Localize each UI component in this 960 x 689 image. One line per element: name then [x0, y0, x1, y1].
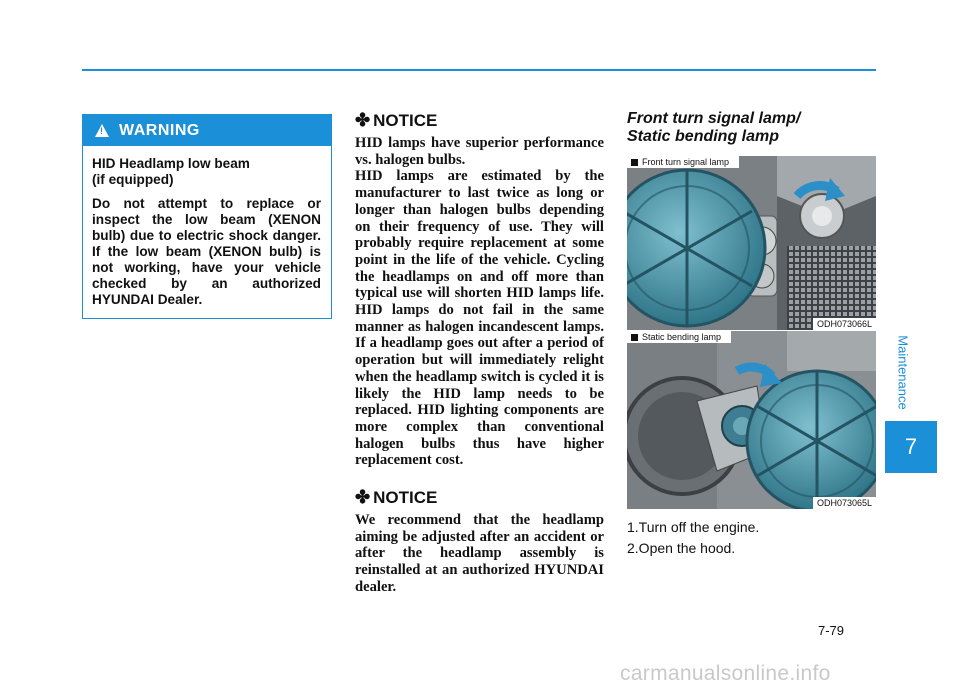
steps-list: [627, 517, 876, 559]
warning-box: [82, 114, 332, 319]
notice-title-2: NOTICE: [373, 487, 438, 507]
section-title-line1: Front turn signal lamp/: [627, 110, 801, 127]
figure-static-bending: [627, 331, 876, 509]
figure-code-2: ODH073065L: [813, 497, 876, 509]
chapter-side-label: [883, 312, 923, 432]
notice-para-1: HID lamps have superior performance vs. halogen bulbs.: [355, 135, 604, 168]
figure-label-1: [627, 156, 739, 168]
section-title: [627, 110, 876, 146]
figure-front-turn-signal: [627, 156, 876, 330]
notice-text-1: [355, 135, 604, 469]
warning-text: Do not attempt to replace or inspect the low beam (XENON bulb) due to electric shock danger. If the low beam (XENON bulb) is not working, have your vehicle checked by an authorized HYUNDAI Dealer.: [92, 196, 321, 307]
warning-header: [83, 115, 331, 146]
header-rule: [82, 69, 876, 71]
page-number: 7-79: [818, 623, 845, 638]
step-2: 2.Open the hood.: [627, 540, 736, 556]
chapter-side-label-text: Maintenance: [895, 334, 911, 410]
notice2-para: We recommend that the headlamp aiming be adjusted after an accident or after the headlamp assembly is reinstalled at an authorized HYUNDAI dealer.: [355, 512, 604, 595]
figure-label-2: [627, 331, 731, 343]
square-bullet-icon: [631, 159, 638, 166]
notice-column: [355, 110, 604, 596]
notice-star-icon: ✤: [355, 110, 371, 130]
figure-label-2-text: Static bending lamp: [642, 332, 722, 342]
chapter-tab: 7: [885, 421, 937, 473]
warning-triangle-icon: !: [95, 124, 109, 137]
step-1: 1.Turn off the engine.: [627, 519, 760, 535]
front-turn-signal-illustration: [627, 156, 876, 330]
square-bullet-icon: [631, 334, 638, 341]
notice-star-icon: ✤: [355, 487, 371, 508]
static-bending-illustration: [627, 331, 876, 509]
watermark: carmanualsonline.info: [620, 662, 831, 685]
notice-title-1: NOTICE: [373, 110, 438, 130]
notice-heading-1: [355, 110, 604, 131]
notice-text-2: [355, 512, 604, 596]
warning-subtitle-line2: (if equipped): [92, 172, 174, 187]
figure-code-1: ODH073066L: [813, 318, 876, 330]
notice-heading-2: [355, 487, 604, 508]
notice-para-2: HID lamps are estimated by the manufacturer to last twice as long or longer than halogen bulbs depending on their frequency of use. They will probably require replacement at some point in the life of the vehicle. Cycling the headlamps on and off more than typical use will shorten HID lamps life. HID lamps do not fail in the same manner as halogen incandescent lamps. If a headlamp goes out after a period of operation but will immediately relight when the headlamp switch is cycled it is likely the HID lamp needs to be replaced. HID lighting components are more complex than conventional halogen bulbs thus have higher replacement cost.: [355, 168, 604, 469]
figure-label-1-text: Front turn signal lamp: [642, 157, 730, 167]
warning-title: WARNING: [119, 121, 200, 139]
section-title-line2: Static bending lamp: [627, 128, 780, 145]
right-column: [627, 110, 876, 559]
warning-body: [83, 146, 331, 308]
warning-subtitle-line1: HID Headlamp low beam: [92, 156, 250, 171]
